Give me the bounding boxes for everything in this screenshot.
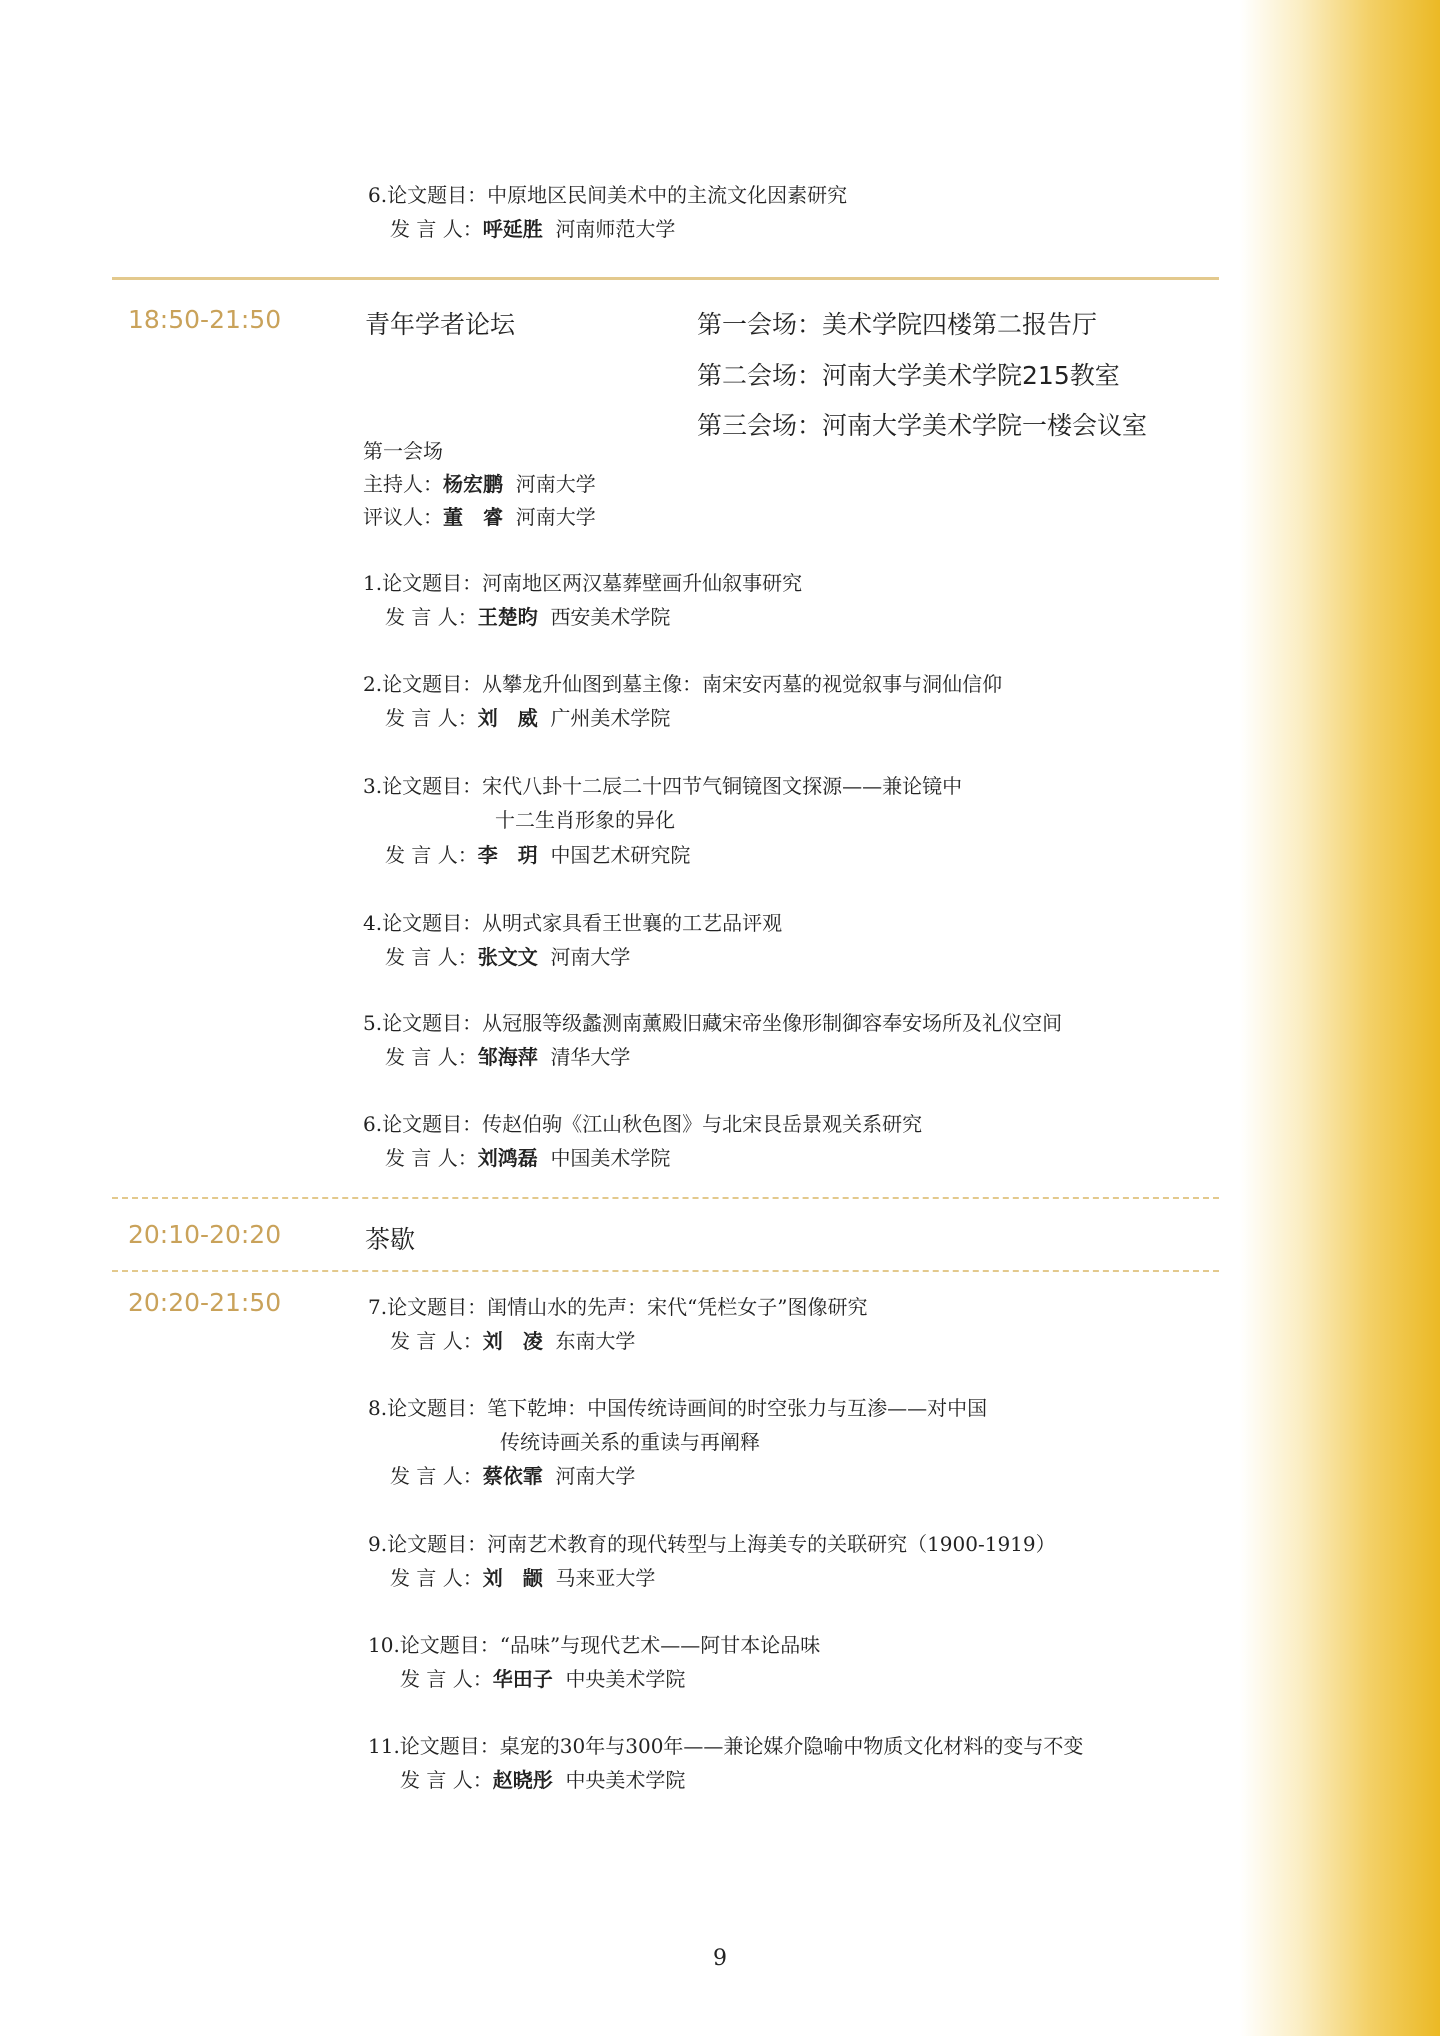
reviewer-org: 河南大学: [515, 505, 596, 529]
speaker-label: 发 言 人：: [385, 843, 478, 867]
speaker-name: 李 玥: [477, 843, 538, 867]
reviewer-label: 评议人：: [363, 505, 443, 529]
venue-3: 第三会场：河南大学美术学院一楼会议室: [697, 411, 1148, 440]
speaker-label: 发 言 人：: [385, 605, 478, 629]
speaker-name: 刘鸿磊: [477, 1146, 538, 1170]
speaker-name: 华田子: [492, 1667, 553, 1691]
paper-8-title: 8.论文题目：笔下乾坤：中国传统诗画间的时空张力与互渗——对中国: [368, 1396, 988, 1420]
paper-1-speaker: [385, 600, 670, 634]
paper-5-speaker: [385, 1040, 630, 1074]
speaker-label: 发 言 人：: [390, 1329, 483, 1353]
paper-5-title: 5.论文题目：从冠服等级蠡测南薰殿旧藏宋帝坐像形制御容奉安场所及礼仪空间: [363, 1011, 1063, 1035]
paper-6-title: 6.论文题目：传赵伯驹《江山秋色图》与北宋艮岳景观关系研究: [363, 1112, 923, 1136]
reviewer-name: 董 睿: [443, 505, 503, 529]
break-title: 茶歇: [365, 1225, 416, 1254]
paper-3-title: 3.论文题目：宋代八卦十二辰二十四节气铜镜图文探源——兼论镜中: [363, 774, 963, 798]
paper-10-title: 10.论文题目：“品味”与现代艺术——阿甘本论品味: [368, 1633, 821, 1657]
speaker-org: 中央美术学院: [565, 1768, 686, 1792]
paper-4-title: 4.论文题目：从明式家具看王世襄的工艺品评观: [363, 911, 783, 935]
speaker-label: 发 言 人：: [385, 1045, 478, 1069]
host-label: 主持人：: [363, 472, 443, 496]
speaker-label: 发 言 人：: [400, 1768, 493, 1792]
speaker-org: 中国美术学院: [550, 1146, 671, 1170]
paper-9-title: 9.论文题目：河南艺术教育的现代转型与上海美专的关联研究（1900-1919）: [368, 1532, 1056, 1556]
speaker-label: 发 言 人：: [390, 217, 483, 241]
speaker-org: 河南大学: [555, 1464, 636, 1488]
paper-4-speaker: [385, 940, 630, 974]
speaker-org: 中央美术学院: [565, 1667, 686, 1691]
speaker-org: 东南大学: [555, 1329, 636, 1353]
break-time: 20:10-20:20: [128, 1220, 282, 1249]
venue-2: 第二会场：河南大学美术学院215教室: [697, 361, 1120, 390]
speaker-label: 发 言 人：: [390, 1464, 483, 1488]
speaker-org: 中国艺术研究院: [550, 843, 691, 867]
speaker-label: 发 言 人：: [390, 1566, 483, 1590]
speaker-label: 发 言 人：: [400, 1667, 493, 1691]
venue-1: 第一会场：美术学院四楼第二报告厅: [697, 310, 1098, 339]
host-line: [363, 467, 596, 501]
paper-11-speaker: [400, 1763, 685, 1797]
speaker-name: 刘 威: [477, 706, 538, 730]
speaker-label: 发 言 人：: [385, 945, 478, 969]
speaker-org: 广州美术学院: [550, 706, 671, 730]
speaker-org: 马来亚大学: [555, 1566, 656, 1590]
paper-3-title-cont: 十二生肖形象的异化: [495, 808, 675, 832]
speaker-org: 清华大学: [550, 1045, 631, 1069]
speaker-org: 河南大学: [550, 945, 631, 969]
speaker-org: 西安美术学院: [550, 605, 671, 629]
paper-3-speaker: [385, 838, 690, 872]
speaker-name: 刘 凌: [482, 1329, 543, 1353]
speaker-org: 河南师范大学: [555, 217, 676, 241]
paper-11-title: 11.论文题目：桌宠的30年与300年——兼论媒介隐喻中物质文化材料的变与不变: [368, 1734, 1084, 1758]
host-name: 杨宏鹏: [443, 472, 503, 496]
section-divider: [112, 277, 1219, 280]
speaker-name: 蔡依霏: [482, 1464, 543, 1488]
session-time: 20:20-21:50: [128, 1288, 282, 1317]
paper-2-title: 2.论文题目：从攀龙升仙图到墓主像：南宋安丙墓的视觉叙事与洞仙信仰: [363, 672, 1003, 696]
paper-speaker: [390, 212, 675, 246]
speaker-name: 张文文: [477, 945, 538, 969]
section-divider-dashed: [112, 1270, 1219, 1272]
page-number: 9: [713, 1946, 727, 1971]
speaker-name: 邹海萍: [477, 1045, 538, 1069]
paper-8-speaker: [390, 1459, 635, 1493]
session-title: 青年学者论坛: [365, 310, 516, 339]
paper-8-title-cont: 传统诗画关系的重读与再阐释: [500, 1430, 760, 1454]
paper-2-speaker: [385, 701, 670, 735]
paper-1-title: 1.论文题目：河南地区两汉墓葬壁画升仙叙事研究: [363, 571, 803, 595]
speaker-name: 呼延胜: [482, 217, 543, 241]
speaker-label: 发 言 人：: [385, 706, 478, 730]
paper-title: [368, 178, 847, 212]
paper-6-speaker: [385, 1141, 670, 1175]
paper-7-speaker: [390, 1324, 635, 1358]
gold-edge-band: [1240, 0, 1440, 2036]
speaker-label: 发 言 人：: [385, 1146, 478, 1170]
paper-7-title: 7.论文题目：闺情山水的先声：宋代“凭栏女子”图像研究: [368, 1295, 868, 1319]
hall-name: 第一会场: [363, 439, 443, 463]
speaker-name: 赵晓彤: [492, 1768, 553, 1792]
host-org: 河南大学: [515, 472, 596, 496]
paper-title-text: 6.论文题目：中原地区民间美术中的主流文化因素研究: [368, 183, 848, 207]
reviewer-line: [363, 500, 596, 534]
paper-9-speaker: [390, 1561, 655, 1595]
speaker-name: 刘 颛: [482, 1566, 543, 1590]
session-time: 18:50-21:50: [128, 305, 282, 334]
speaker-name: 王楚昀: [477, 605, 538, 629]
paper-10-speaker: [400, 1662, 685, 1696]
section-divider-dashed: [112, 1197, 1219, 1199]
